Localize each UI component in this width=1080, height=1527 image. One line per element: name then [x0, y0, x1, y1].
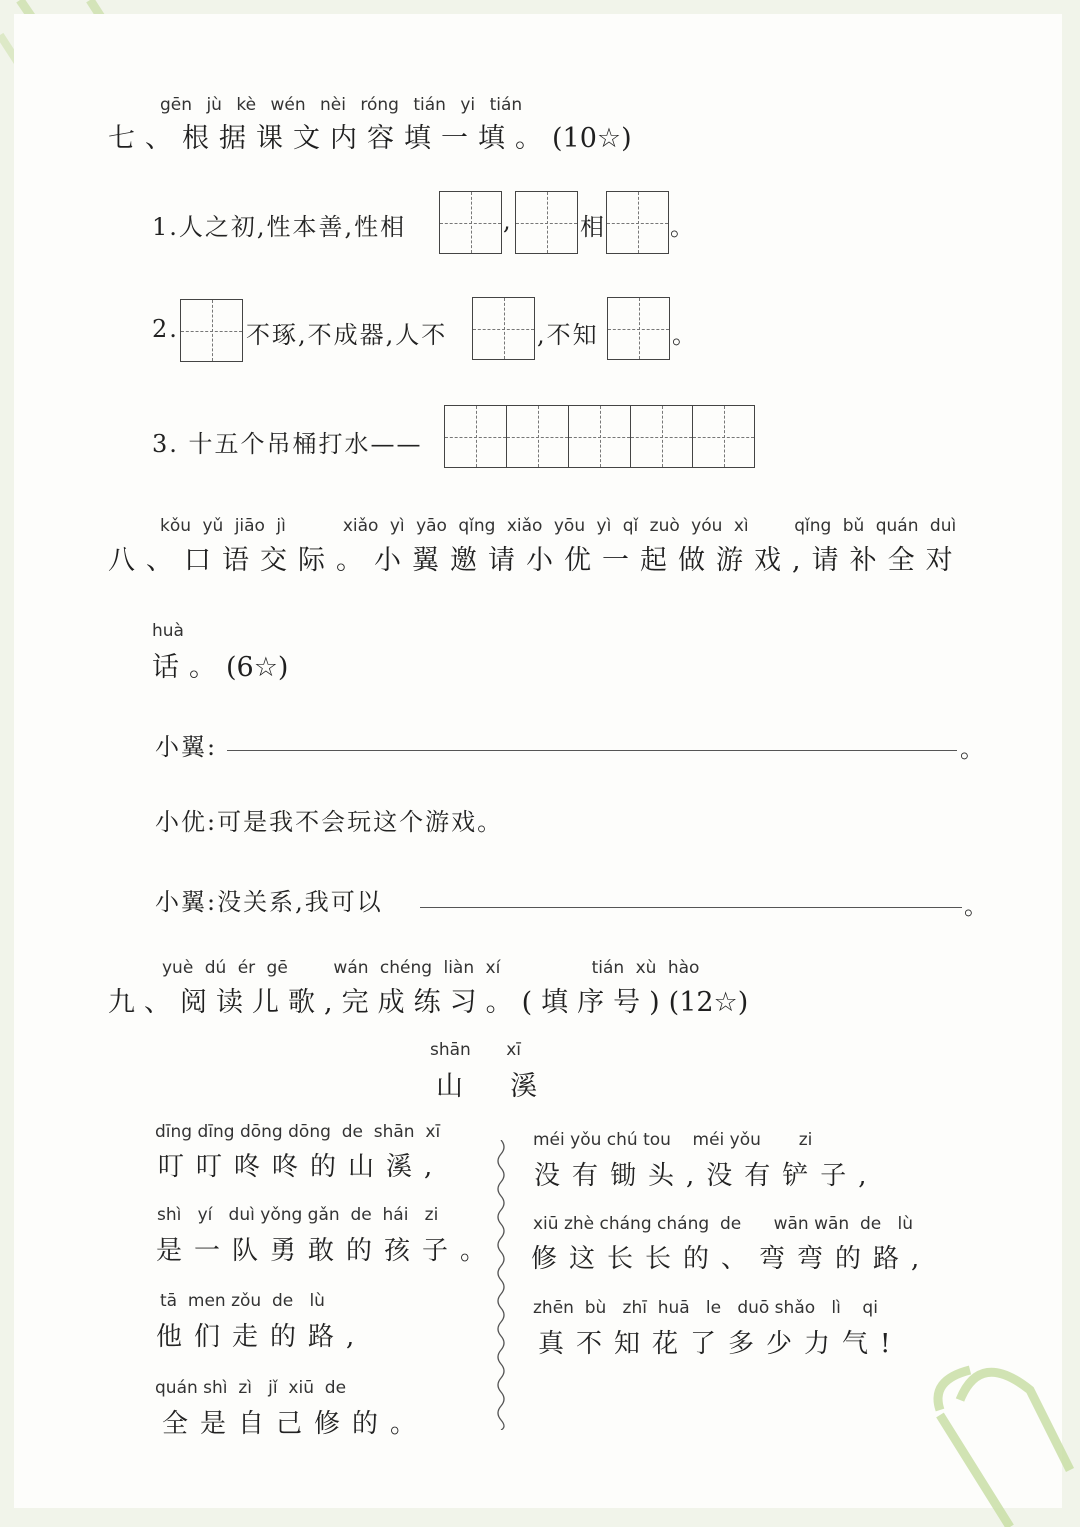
question-1: 1.人之初,性本善,性相	[152, 213, 407, 241]
poem-left-line-1: 叮叮咚咚的山溪,	[158, 1152, 445, 1182]
q2-answer-box-3[interactable]	[607, 297, 670, 360]
q2-end: 。	[672, 321, 698, 349]
section9-pinyin: yuè dú ér gē wán chéng liàn xí tián xù hào	[162, 958, 700, 978]
section7-pinyin: gēn jù kè wén nèi róng tián yi tián	[160, 95, 523, 115]
section8-pinyin: kǒu yǔ jiāo jì xiǎo yì yāo qǐng xiǎo yōu yì qǐ zuò yóu xì qǐng bǔ quán duì	[160, 516, 957, 536]
q1-end: 。	[670, 213, 696, 241]
question-3: 3. 十五个吊桶打水——	[152, 430, 423, 458]
dialogue-line-3: 小翼:没关系,我可以	[155, 888, 383, 916]
q2-answer-box-2[interactable]	[472, 297, 535, 360]
poem-right-pinyin-2: xiū zhè cháng cháng de wān wān de lù	[533, 1214, 913, 1234]
section8-pinyin2: huà	[152, 621, 184, 641]
q3-answer-boxes[interactable]	[444, 405, 755, 468]
dialogue-line-1: 小翼:	[155, 733, 218, 761]
poem-right-pinyin-1: méi yǒu chú tou méi yǒu zi	[533, 1130, 813, 1150]
poem-left-pinyin-4: quán shì zì jǐ xiū de	[155, 1378, 347, 1398]
poem-left-line-4: 全是自己修的。	[162, 1409, 429, 1439]
dialogue-line-2: 小优:可是我不会玩这个游戏。	[155, 808, 504, 836]
poem-title-pinyin: shān xī	[430, 1040, 522, 1060]
section7-score: (10☆)	[552, 123, 632, 154]
section7-title: 七、根据课文内容填一填。(10☆)	[108, 123, 632, 154]
dialogue-blank-1[interactable]	[227, 750, 957, 751]
q1-answer-box-1[interactable]	[439, 191, 502, 254]
question-2-text1: 不琢,不成器,人不	[246, 321, 448, 349]
q1-answer-box-2[interactable]	[515, 191, 578, 254]
section8-score: (6☆)	[226, 652, 289, 683]
poem-left-pinyin-2: shì yí duì yǒng gǎn de hái zi	[157, 1205, 439, 1225]
dialogue-line-3-end: 。	[964, 892, 990, 920]
column-divider	[489, 1140, 513, 1430]
dialogue-line-1-end: 。	[960, 735, 986, 763]
q2-answer-box-1[interactable]	[180, 299, 243, 362]
section9-title: 九、阅读儿歌,完成练习。(填序号)(12☆)	[108, 987, 749, 1018]
poem-title: 山 溪	[436, 1071, 548, 1102]
q1-mid: 相	[580, 213, 606, 241]
poem-right-pinyin-3: zhēn bù zhī huā le duō shǎo lì qi	[533, 1298, 878, 1318]
poem-right-line-3: 真不知花了多少力气!	[538, 1329, 903, 1359]
poem-left-line-2: 是一队勇敢的孩子。	[156, 1236, 499, 1266]
section8-title2: 话。(6☆)	[152, 652, 289, 683]
dialogue-blank-3[interactable]	[420, 907, 962, 908]
q1-comma: ,	[503, 207, 513, 235]
section9-score: (12☆)	[668, 987, 749, 1018]
poem-left-pinyin-3: tā men zǒu de lù	[160, 1291, 325, 1311]
poem-left-pinyin-1: dīng dīng dōng dōng de shān xī	[155, 1122, 441, 1142]
poem-right-line-2: 修这长长的、弯弯的路,	[531, 1244, 932, 1274]
question-2-num: 2.	[152, 315, 179, 343]
paperclip-bottom-right	[920, 1340, 1080, 1527]
q1-answer-box-3[interactable]	[606, 191, 669, 254]
poem-right-line-1: 没有锄头,没有铲子,	[534, 1161, 879, 1191]
question-2-text2: ,不知	[537, 321, 599, 349]
poem-left-line-3: 他们走的路,	[156, 1322, 367, 1352]
section8-title: 八、口语交际。小翼邀请小优一起做游戏,请补全对	[108, 545, 964, 576]
